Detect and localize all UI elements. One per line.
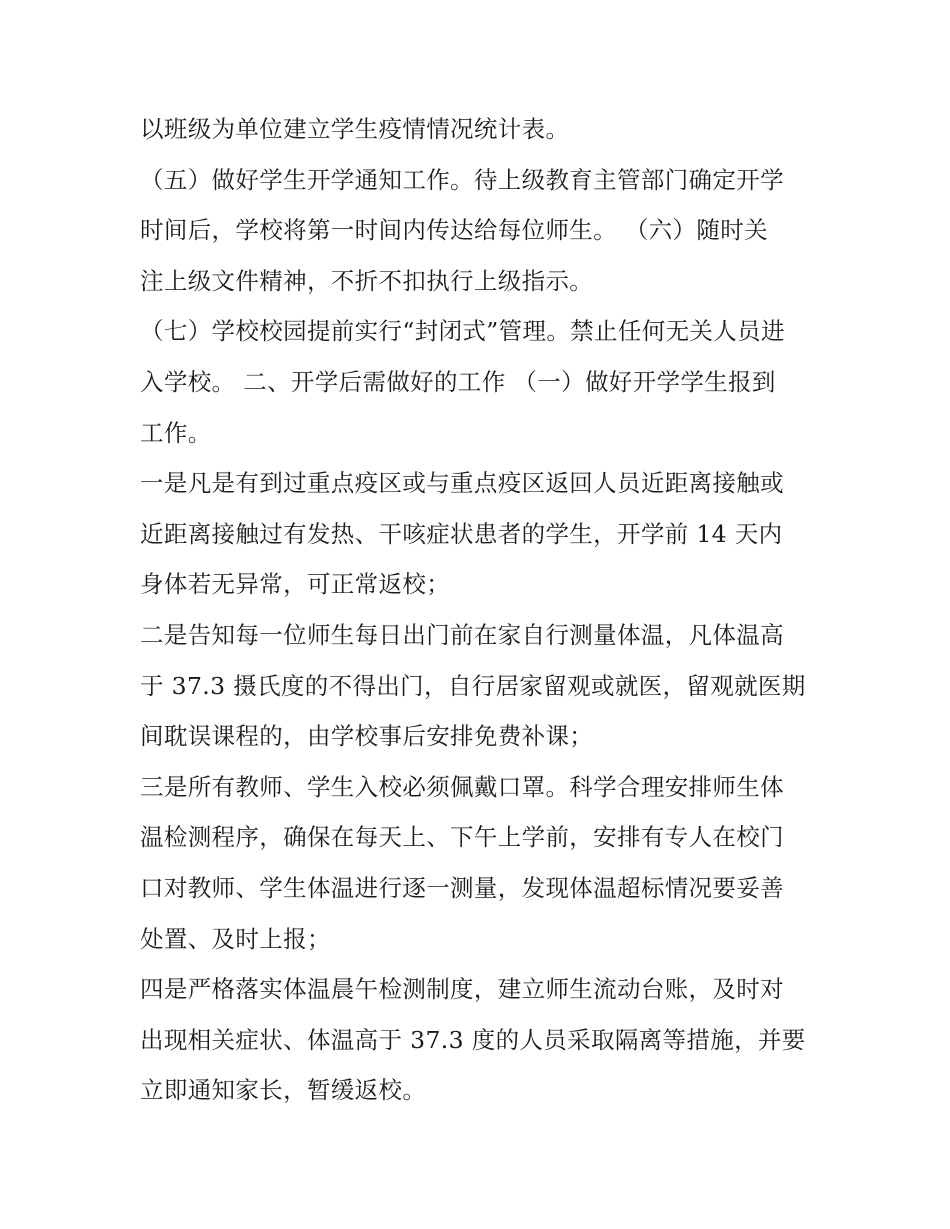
- text-line: 二是告知每一位师生每日出门前在家自行测量体温，凡体温高: [140, 620, 784, 649]
- text-line: 身体若无异常，可正常返校；: [140, 570, 451, 599]
- text-line: 立即通知家长，暂缓返校。: [140, 1076, 427, 1105]
- text-line: 时间后，学校将第一时间内传达给每位师生。 （六）随时关: [140, 216, 768, 245]
- text-line: 注上级文件精神，不折不扣执行上级指示。: [140, 266, 594, 295]
- text-line: 口对教师、学生体温进行逐一测量，发现体温超标情况要妥善: [140, 873, 784, 902]
- text-line: 处置、及时上报；: [140, 924, 331, 953]
- text-line: 四是严格落实体温晨午检测制度，建立师生流动台账，及时对: [140, 975, 784, 1004]
- text-line: （七）学校校园提前实行“封闭式”管理。禁止任何无关人员进: [140, 317, 785, 346]
- document-body: [140, 104, 816, 1116]
- text-line: 温检测程序，确保在每天上、下午上学前，安排有专人在校门: [140, 823, 784, 852]
- text-line: 间耽误课程的，由学校事后安排免费补课；: [140, 722, 594, 751]
- text-line: 入学校。 二、开学后需做好的工作 （一）做好开学学生报到: [140, 367, 776, 396]
- text-line: 一是凡是有到过重点疫区或与重点疫区返回人员近距离接触或: [140, 469, 784, 498]
- text-line: 近距离接触过有发热、干咳症状患者的学生，开学前 14 天内: [140, 519, 783, 548]
- text-line: 三是所有教师、学生入校必须佩戴口罩。科学合理安排师生体: [140, 772, 784, 801]
- text-line: 于 37.3 摄氏度的不得出门，自行居家留观或就医，留观就医期: [140, 671, 806, 700]
- text-line: 工作。: [140, 418, 212, 447]
- text-line: 出现相关症状、体温高于 37.3 度的人员采取隔离等措施，并要: [140, 1025, 806, 1054]
- text-line: （五）做好学生开学通知工作。待上级教育主管部门确定开学: [140, 165, 784, 194]
- text-line: 以班级为单位建立学生疫情情况统计表。: [140, 115, 570, 143]
